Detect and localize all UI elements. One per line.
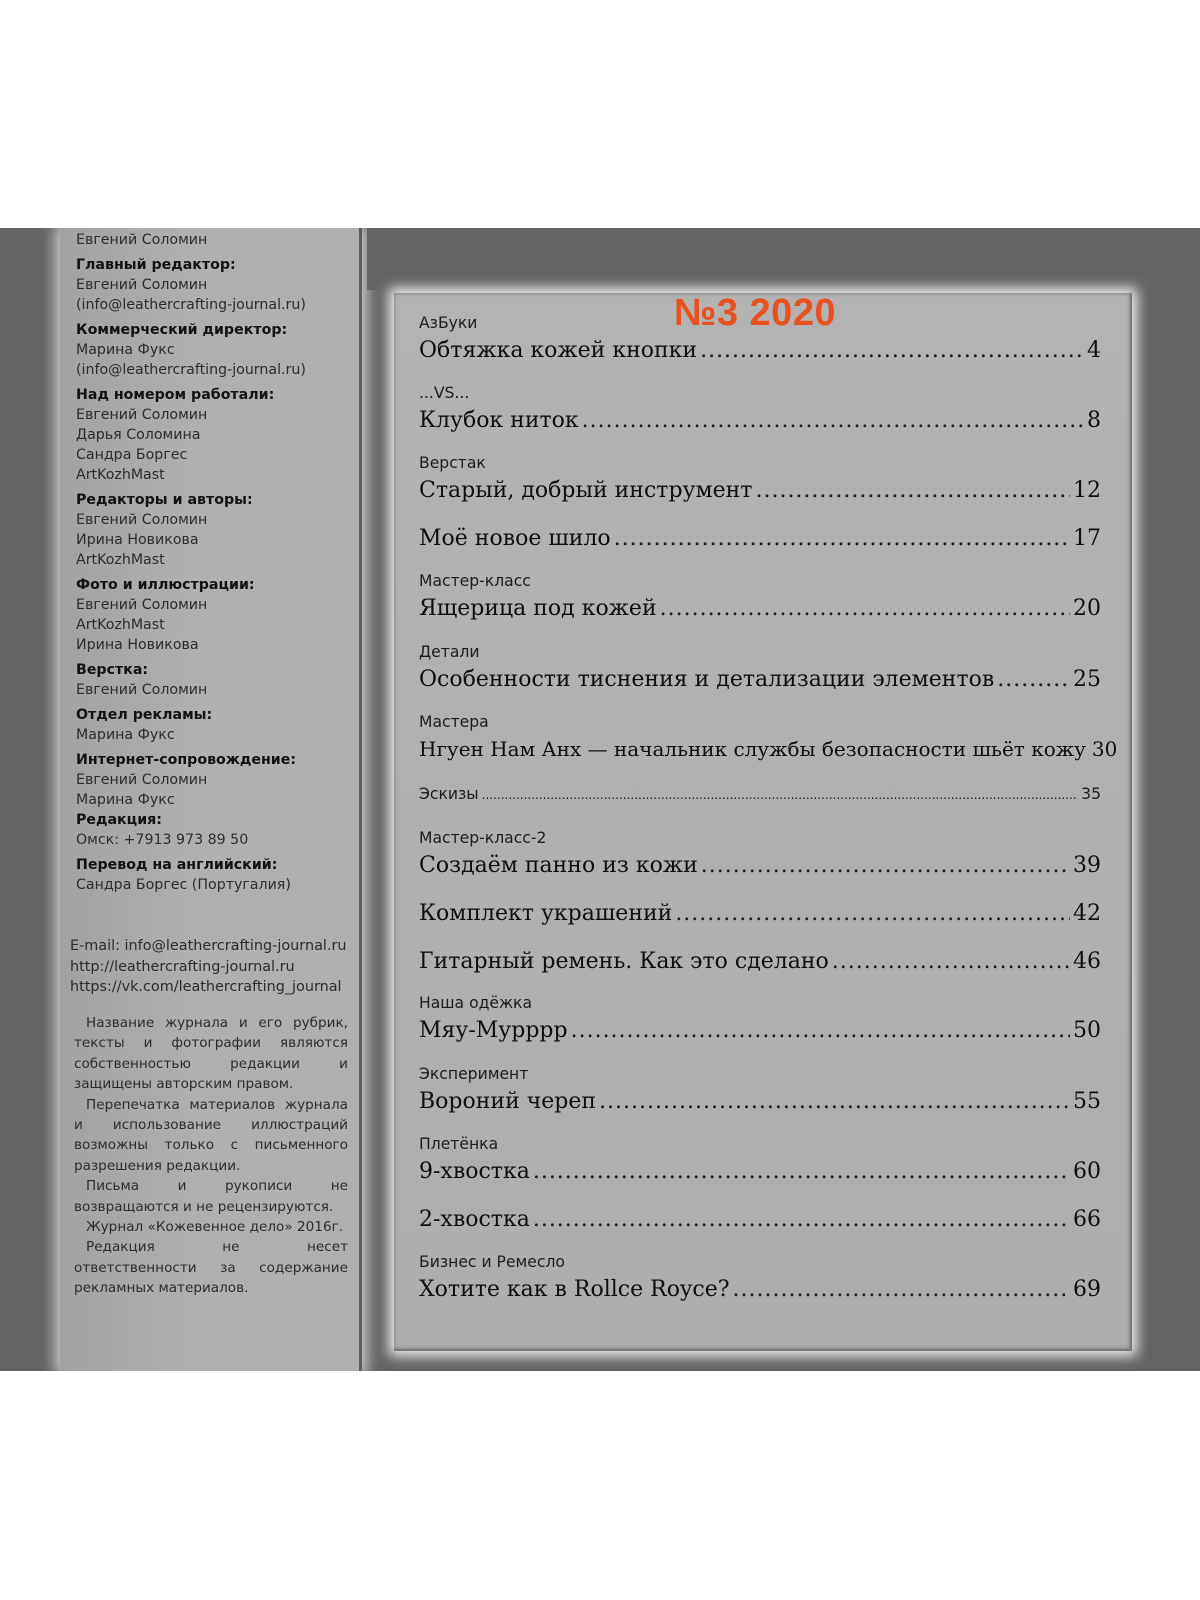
toc-page: 55 [1073, 1089, 1101, 1114]
legal-paragraph: Перепечатка материалов журнала и использование иллюстраций возможны только с письменного разрешения редакции. [74, 1096, 348, 1174]
leader-dots [660, 596, 1070, 621]
toc-page: 50 [1073, 1018, 1101, 1043]
leader-dots [997, 667, 1070, 692]
toc-entry[interactable] [419, 949, 1101, 974]
legal-paragraph: Редакция не несет ответственности за содержание рекламных материалов. [74, 1239, 348, 1297]
credit-line: Евгений Соломин [76, 232, 208, 248]
credit-line: Омск: +7913 973 89 50 [76, 832, 249, 848]
toc-title: Ящерица под кожей [419, 596, 657, 621]
credit-line: Евгений Соломин [76, 682, 208, 698]
toc-page: 66 [1073, 1207, 1101, 1232]
leader-dots [582, 408, 1084, 433]
toc-title: Старый, добрый инструмент [419, 478, 753, 503]
toc-title: 9-хвостка [419, 1159, 530, 1184]
credit-line: ArtKozhMast [76, 467, 165, 483]
toc-page: 46 [1073, 949, 1101, 974]
toc-title: Обтяжка кожей кнопки [419, 338, 698, 363]
credit-line: Марина Фукс [76, 792, 175, 808]
toc-title: Создаём панно из кожи [419, 853, 698, 878]
leader-dots [675, 901, 1070, 926]
credit-section [76, 490, 352, 570]
toc-entry[interactable] [419, 1018, 1101, 1043]
toc-page: 17 [1073, 526, 1101, 551]
toc-entry[interactable] [419, 478, 1101, 503]
toc-page: 35 [1081, 785, 1101, 803]
credit-title: Фото и иллюстрации: [76, 577, 255, 593]
toc-page: 8 [1087, 408, 1101, 433]
column-divider [359, 228, 362, 1371]
toc-page: 4 [1087, 338, 1101, 363]
credit-line: ArtKozhMast [76, 617, 165, 633]
credit-title: Редакторы и авторы: [76, 492, 253, 508]
toc-title: Моё новое шило [419, 526, 611, 551]
email-link[interactable]: E-mail: info@leathercrafting-journal.ru [70, 938, 347, 954]
credit-section [76, 855, 352, 895]
toc-page: 12 [1073, 478, 1101, 503]
toc-rubric: Мастера [419, 713, 489, 731]
credit-line: Ирина Новикова [76, 532, 199, 548]
toc-page: 25 [1073, 667, 1101, 692]
toc-title: Нгуен Нам Анх — начальник службы безопасности шьёт кожу [419, 737, 1086, 761]
credit-title: Отдел рекламы: [76, 707, 213, 723]
credit-section [76, 660, 352, 700]
toc-rubric: Детали [419, 643, 480, 661]
leader-dots [599, 1089, 1070, 1114]
toc-rubric: Мастер-класс-2 [419, 829, 547, 847]
legal-paragraph: Название журнала и его рубрик, тексты и фотографии являются собственностью редакции и защищены авторским правом. [74, 1015, 348, 1093]
leader-dots [482, 788, 1079, 802]
credit-line: (info@leathercrafting-journal.ru) [76, 297, 306, 313]
toc-page: 30 [1091, 737, 1118, 761]
credit-line: Сандра Боргес [76, 447, 188, 463]
toc-entry[interactable] [419, 901, 1101, 926]
legal-paragraph: Журнал «Кожевенное дело» 2016г. [86, 1219, 344, 1236]
toc-title: Мяу-Мурррр [419, 1018, 568, 1043]
toc-page: 60 [1073, 1159, 1101, 1184]
toc-rubric: АзБуки [419, 314, 478, 332]
toc-entry[interactable] [419, 785, 1101, 803]
credit-line: Сандра Боргес (Португалия) [76, 877, 291, 893]
credit-title: Верстка: [76, 662, 149, 678]
issue-number: №3 2020 [674, 292, 837, 334]
credit-section [76, 705, 352, 745]
credits-list [76, 228, 352, 895]
credit-title: Редакция: [76, 812, 162, 828]
toc-entry[interactable] [419, 853, 1101, 878]
toc-panel [394, 293, 1132, 1351]
toc-page: 39 [1073, 853, 1101, 878]
toc-rubric: Бизнес и Ремесло [419, 1253, 565, 1271]
leader-dots [533, 1159, 1070, 1184]
credit-line: (info@leathercrafting-journal.ru) [76, 362, 306, 378]
toc-entry[interactable] [419, 667, 1101, 692]
toc-rubric: Плетёнка [419, 1135, 499, 1153]
leader-dots [571, 1018, 1070, 1043]
credit-section [76, 320, 352, 380]
contacts-block [70, 936, 356, 998]
toc-page: 42 [1073, 901, 1101, 926]
credit-line: Евгений Соломин [76, 407, 208, 423]
toc-entry[interactable] [419, 1159, 1101, 1184]
credit-section [76, 385, 352, 485]
toc-rubric: Наша одёжка [419, 994, 533, 1012]
toc-rubric: ...VS... [419, 384, 470, 402]
credit-section [76, 575, 352, 655]
toc-entry[interactable] [419, 1207, 1101, 1232]
leader-dots [832, 949, 1070, 974]
toc-entry[interactable] [419, 1089, 1101, 1114]
toc-entry[interactable] [419, 1277, 1101, 1302]
credit-line: ArtKozhMast [76, 552, 165, 568]
vk-link[interactable]: https://vk.com/leathercrafting_journal [70, 979, 342, 995]
top-band [367, 228, 1200, 290]
credit-title: Главный редактор: [76, 257, 236, 273]
leader-dots [733, 1277, 1070, 1302]
leader-dots [614, 526, 1070, 551]
credit-line: Марина Фукс [76, 727, 175, 743]
leader-dots [700, 338, 1084, 363]
toc-title: Эскизы [419, 785, 479, 803]
toc-title: 2-хвостка [419, 1207, 530, 1232]
credit-line: Евгений Соломин [76, 277, 208, 293]
toc-page: 20 [1073, 596, 1101, 621]
credit-line: Марина Фукс [76, 342, 175, 358]
credit-line: Дарья Соломина [76, 427, 201, 443]
toc-title: Вороний череп [419, 1089, 597, 1114]
credit-title: Интернет-сопровождение: [76, 752, 297, 768]
toc-title: Клубок ниток [419, 408, 579, 433]
toc-entry[interactable] [419, 737, 1118, 761]
credit-title: Коммерческий директор: [76, 322, 288, 338]
credit-title: Над номером работали: [76, 387, 275, 403]
credit-section [76, 810, 352, 850]
credit-line: Евгений Соломин [76, 597, 208, 613]
website-link[interactable]: http://leathercrafting-journal.ru [70, 958, 295, 975]
toc-page: 69 [1073, 1277, 1101, 1302]
toc-title: Особенности тиснения и детализации элементов [419, 667, 995, 692]
leader-dots [755, 478, 1070, 503]
toc-rubric: Мастер-класс [419, 572, 531, 590]
toc-entry[interactable] [419, 526, 1101, 551]
toc-title: Комплект украшений [419, 901, 673, 926]
toc-entry[interactable] [419, 596, 1101, 621]
leader-dots [533, 1207, 1070, 1232]
credit-line: Евгений Соломин [76, 772, 208, 788]
credit-line: Ирина Новикова [76, 637, 199, 653]
legal-paragraph: Письма и рукописи не возвращаются и не рецензируются. [74, 1178, 348, 1215]
toc-rubric: Верстак [419, 454, 486, 472]
toc-title: Гитарный ремень. Как это сделано [419, 949, 829, 974]
leader-dots [701, 853, 1070, 878]
credit-line: Евгений Соломин [76, 512, 208, 528]
toc-entry[interactable] [419, 408, 1101, 433]
credit-title: Перевод на английский: [76, 857, 278, 873]
credit-section [76, 230, 352, 250]
toc-rubric: Эксперимент [419, 1065, 529, 1083]
credit-section [76, 750, 352, 810]
credit-section [76, 255, 352, 315]
toc-entry[interactable] [419, 338, 1101, 363]
toc-title: Хотите как в Rollce Royce? [419, 1277, 730, 1302]
legal-notice [74, 1013, 348, 1299]
